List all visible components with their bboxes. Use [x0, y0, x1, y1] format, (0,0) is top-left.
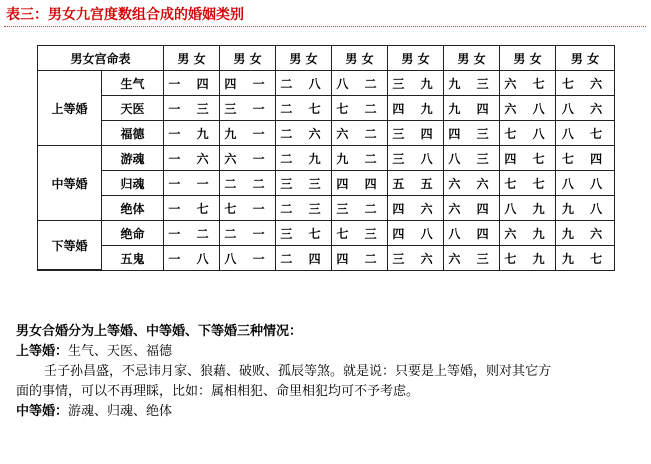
- table-row: [38, 96, 614, 121]
- explanation-heading: 男女合婚分为上等婚、中等婚、下等婚三种情况：: [16, 324, 303, 339]
- pair-cell: 七 四: [556, 146, 614, 171]
- table-header-row: [38, 46, 614, 71]
- grade-cell-middle: 中等婚: [38, 146, 102, 221]
- grade-cell-upper: 上等婚: [38, 71, 102, 146]
- palace-name: 五鬼: [102, 246, 164, 270]
- pair-cell: 三 三: [276, 171, 332, 196]
- pair-cell: 一 一: [164, 171, 220, 196]
- pair-cell: 八 三: [444, 146, 500, 171]
- pair-cell: 九 一: [220, 121, 276, 146]
- column-header: 男 女: [388, 46, 444, 71]
- pair-cell: 四 三: [444, 121, 500, 146]
- pair-cell: 六 二: [332, 121, 388, 146]
- pair-cell: 七 七: [500, 171, 556, 196]
- pair-cell: 四 六: [388, 196, 444, 221]
- pair-cell: 二 一: [220, 221, 276, 246]
- pair-cell: 四 八: [388, 221, 444, 246]
- palace-name: 游魂: [102, 146, 164, 171]
- column-header: 男 女: [332, 46, 388, 71]
- pair-cell: 八 七: [556, 121, 614, 146]
- pair-cell: 七 九: [500, 246, 556, 270]
- column-header: 男 女: [556, 46, 614, 71]
- upper-grade-label: 上等婚：: [16, 344, 69, 359]
- marriage-table: [37, 45, 615, 271]
- column-header: 男 女: [276, 46, 332, 71]
- pair-cell: 七 一: [220, 196, 276, 221]
- pair-cell: 五 五: [388, 171, 444, 196]
- column-header: 男 女: [164, 46, 220, 71]
- pair-cell: 四 七: [500, 146, 556, 171]
- pair-cell: 一 六: [164, 146, 220, 171]
- upper-grade-line: [16, 342, 641, 362]
- palace-name: 绝体: [102, 196, 164, 221]
- pair-cell: 四 九: [388, 96, 444, 121]
- table-row: [38, 121, 614, 146]
- middle-grade-label: 中等婚：: [16, 404, 69, 419]
- middle-grade-line: [16, 402, 641, 422]
- pair-cell: 八 九: [500, 196, 556, 221]
- pair-cell: 四 四: [332, 171, 388, 196]
- pair-cell: 六 六: [444, 171, 500, 196]
- column-header: 男 女: [444, 46, 500, 71]
- table-row: [38, 196, 614, 221]
- pair-cell: 三 七: [276, 221, 332, 246]
- pair-cell: 三 九: [388, 71, 444, 96]
- upper-grade-para-line2: 面的事情，可以不再理睬，比如：属相相犯、命里相犯均可不予考虑。: [16, 384, 420, 399]
- pair-cell: 六 一: [220, 146, 276, 171]
- pair-cell: 一 九: [164, 121, 220, 146]
- middle-grade-items: 游魂、归魂、绝体: [68, 404, 173, 419]
- table-caption: 表三：男女九宫度数组合成的婚姻类别: [6, 7, 244, 23]
- pair-cell: 九 七: [561, 251, 609, 266]
- palace-name: 绝命: [102, 221, 164, 246]
- pair-cell: 九 三: [444, 71, 500, 96]
- upper-grade-items: 生气、天医、福德: [68, 344, 173, 359]
- pair-cell: 八 二: [332, 71, 388, 96]
- pair-cell: 九 四: [444, 96, 500, 121]
- pair-cell: 三 二: [332, 196, 388, 221]
- table-row: [38, 146, 614, 171]
- palace-name: 生气: [102, 71, 164, 96]
- pair-cell: 八 四: [444, 221, 500, 246]
- pair-cell: 六 八: [500, 96, 556, 121]
- pair-cell: 六 三: [444, 246, 500, 270]
- pair-cell: 一 四: [164, 71, 220, 96]
- pair-cell: 七 二: [332, 96, 388, 121]
- caption-divider: [4, 26, 646, 27]
- pair-cell: 二 九: [276, 146, 332, 171]
- pair-cell: 三 四: [388, 121, 444, 146]
- pair-cell: 七 六: [556, 71, 614, 96]
- pair-cell: 九 八: [556, 196, 614, 221]
- pair-cell: 六 七: [500, 71, 556, 96]
- table-row: [38, 246, 614, 270]
- upper-grade-para-line1: 壬子孙昌盛，不忌讳月家、狼藉、破败、孤辰等煞。就是说：只要是上等婚，则对其它方: [44, 364, 552, 379]
- pair-cell: 一 三: [164, 96, 220, 121]
- pair-cell: 六 九: [500, 221, 556, 246]
- pair-cell: 六 四: [444, 196, 500, 221]
- pair-cell: 七 八: [500, 121, 556, 146]
- column-header: 男 女: [500, 46, 556, 71]
- pair-cell: 一 八: [164, 246, 220, 270]
- pair-cell: 二 四: [276, 246, 332, 270]
- palace-name: 天医: [102, 96, 164, 121]
- pair-cell: 七 三: [332, 221, 388, 246]
- table-corner-header: 男女宫命表: [38, 46, 164, 71]
- column-header: 男 女: [220, 46, 276, 71]
- palace-name: 归魂: [102, 171, 164, 196]
- grade-cell-lower: 下等婚: [38, 221, 102, 270]
- pair-cell: 八 八: [556, 171, 614, 196]
- table-row: [38, 171, 614, 196]
- pair-cell: 九 二: [332, 146, 388, 171]
- table-row: [38, 71, 614, 96]
- explanation-text: [16, 322, 641, 422]
- pair-cell: 二 六: [276, 121, 332, 146]
- pair-cell: 一 七: [164, 196, 220, 221]
- pair-cell: 三 八: [388, 146, 444, 171]
- pair-cell: 三 六: [388, 246, 444, 270]
- pair-cell: 八 六: [556, 96, 614, 121]
- pair-cell: 二 二: [220, 171, 276, 196]
- pair-cell: 二 三: [276, 196, 332, 221]
- pair-cell: 一 二: [164, 221, 220, 246]
- table-row: [38, 221, 614, 246]
- pair-cell: 二 七: [276, 96, 332, 121]
- pair-cell: 三 一: [220, 96, 276, 121]
- pair-cell: 二 八: [276, 71, 332, 96]
- pair-cell: 四 一: [220, 71, 276, 96]
- pair-cell: 四 二: [332, 246, 388, 270]
- pair-cell: 八 一: [220, 246, 276, 270]
- pair-cell: 九 六: [556, 221, 614, 246]
- palace-name: 福德: [102, 121, 164, 146]
